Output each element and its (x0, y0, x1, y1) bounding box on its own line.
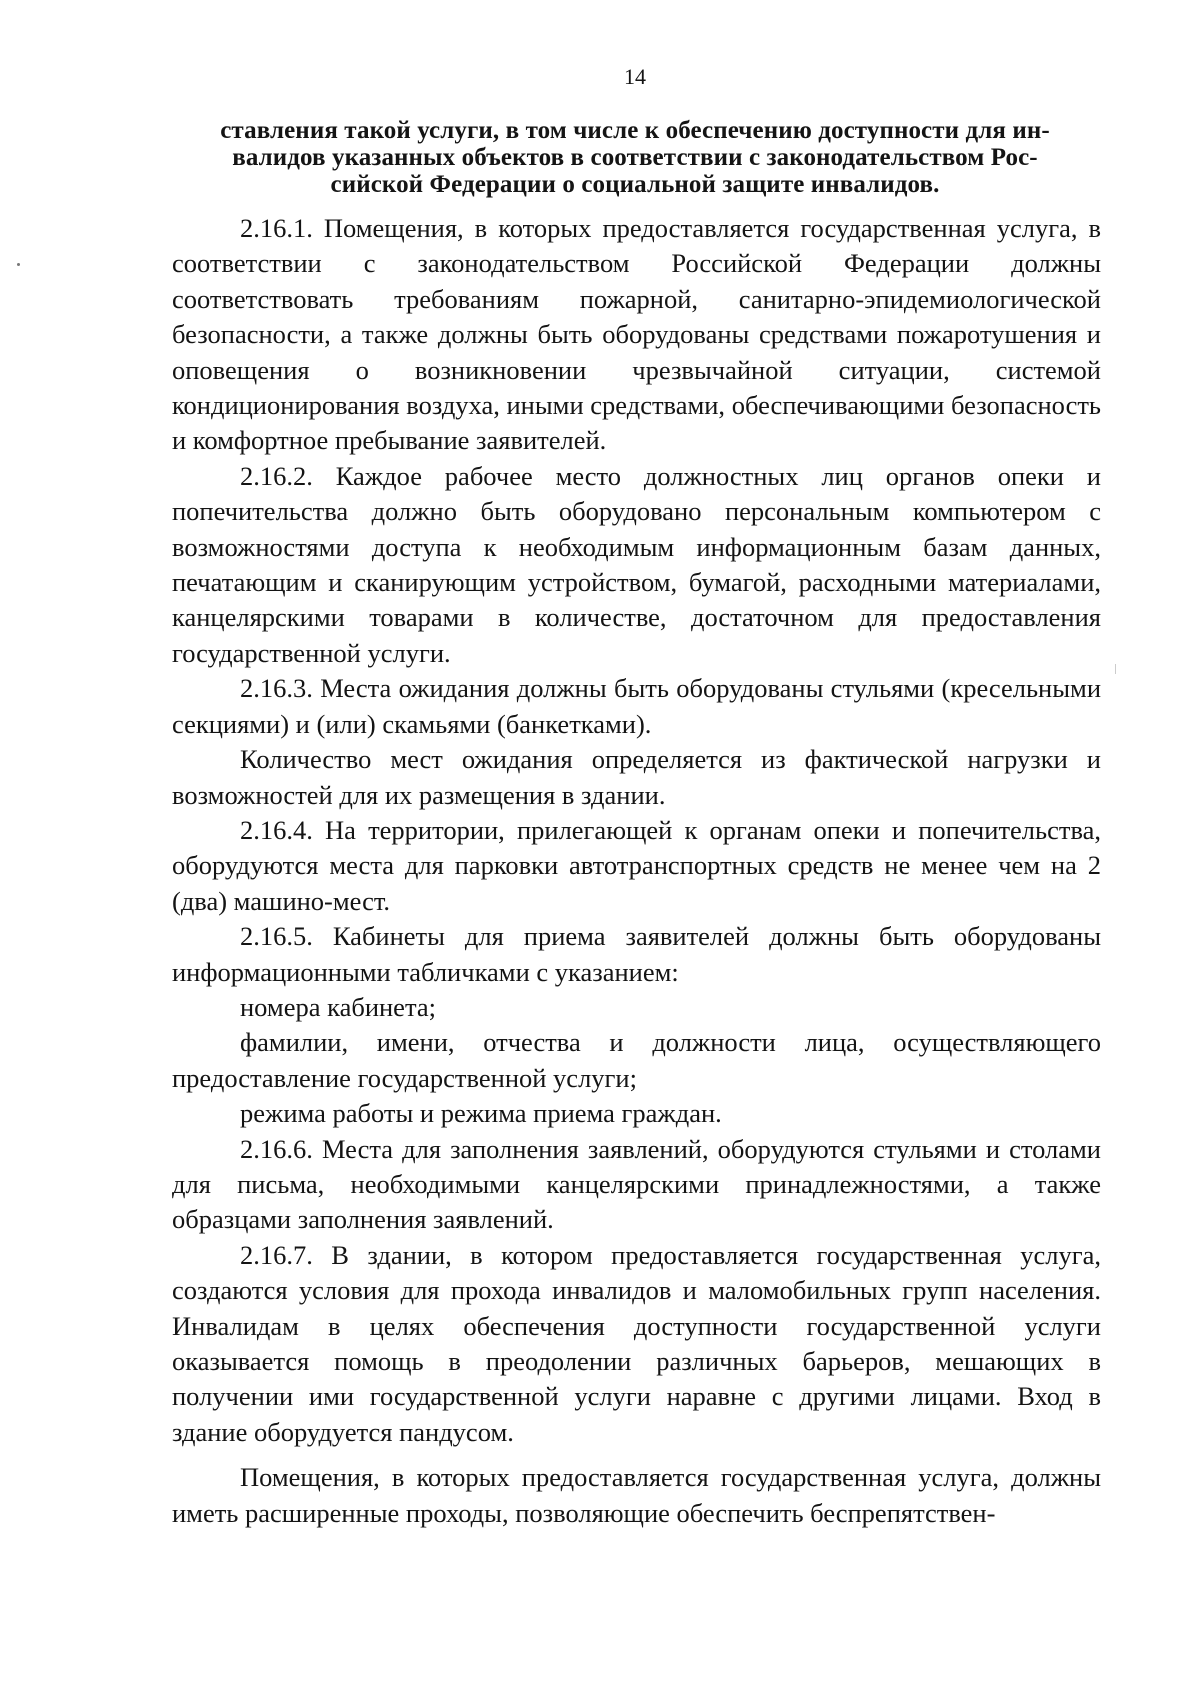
paragraph-waiting-places: Количество мест ожидания определяется из фактической нагрузки и возможностей для их размещения в здании. (172, 744, 1101, 810)
heading-line: валидов указанных объектов в соответствии с законодательством Рос- (232, 144, 1038, 171)
paragraph-2-16-3: 2.16.3. Места ожидания должны быть оборудованы стульями (кресельными секциями) и (или) скамьями (банкетками). (172, 673, 1101, 739)
paragraph-2-16-2: 2.16.2. Каждое рабочее место должностных лиц органов опеки и попечительства должно быть оборудовано персональным компьютером с возможностями доступа к необходимым информационным базам данных, печатающим и сканирующим устройством, бумагой, расходными материалами, канцелярскими товарами в количестве, достаточном для предоставления государственной услуги. (172, 460, 1101, 668)
list-item-cabinet-number: номера кабинета; (240, 991, 436, 1022)
page-number: 14 (624, 64, 646, 89)
paragraph-2-16-7: 2.16.7. В здании, в котором предоставляется государственная услуга, создаются условия для прохода инвалидов и маломобильных групп населения. Инвалидам в целях обеспечения доступности государственной услуги оказывается помощь в преодолении различных барьеров, мешающих в получении ими государственной услуги наравне с другими лицами. Вход в здание оборудуется пандусом. (172, 1239, 1101, 1447)
list-item-work-schedule: режима работы и режима приема граждан. (240, 1098, 722, 1129)
paragraph-2-16-6: 2.16.6. Места для заполнения заявлений, оборудуются стульями и столами для письма, необходимыми канцелярскими принадлежностями, а также образцами заполнения заявлений. (172, 1133, 1101, 1235)
scan-speck (1115, 664, 1116, 674)
paragraph-2-16-4: 2.16.4. На территории, прилегающей к органам опеки и попечительства, оборудуются места для парковки автотранспортных средств не менее чем на 2 (два) машино-мест. (172, 814, 1101, 916)
paragraph-2-16-1: 2.16.1. Помещения, в которых предоставляется государственная услуга, в соответствии с законодательством Российской Федерации должны соответствовать требованиям пожарной, санитарно-эпидемиологической безопасности, а также должны быть оборудованы средствами пожаротушения и оповещения о возникновении чрезвычайной ситуации, системой кондиционирования воздуха, иными средствами, обеспечивающими безопасность и комфортное пребывание заявителей. (172, 213, 1101, 456)
scan-speck (17, 263, 20, 266)
paragraph-premises: Помещения, в которых предоставляется государственная услуга, должны иметь расширенные проходы, позволяющие обеспечить беспрепятствен- (172, 1462, 1101, 1528)
section-heading (170, 117, 1100, 198)
paragraph-2-16-5: 2.16.5. Кабинеты для приема заявителей должны быть оборудованы информационными табличками с указанием: (172, 921, 1101, 987)
heading-line: ставления такой услуги, в том числе к обеспечению доступности для ин- (220, 117, 1050, 144)
body-text (172, 211, 1101, 1531)
heading-line: сийской Федерации о социальной защите инвалидов. (330, 171, 940, 198)
list-item-official-name: фамилии, имени, отчества и должности лица, осуществляющего предоставление государственной услуги; (172, 1027, 1101, 1093)
